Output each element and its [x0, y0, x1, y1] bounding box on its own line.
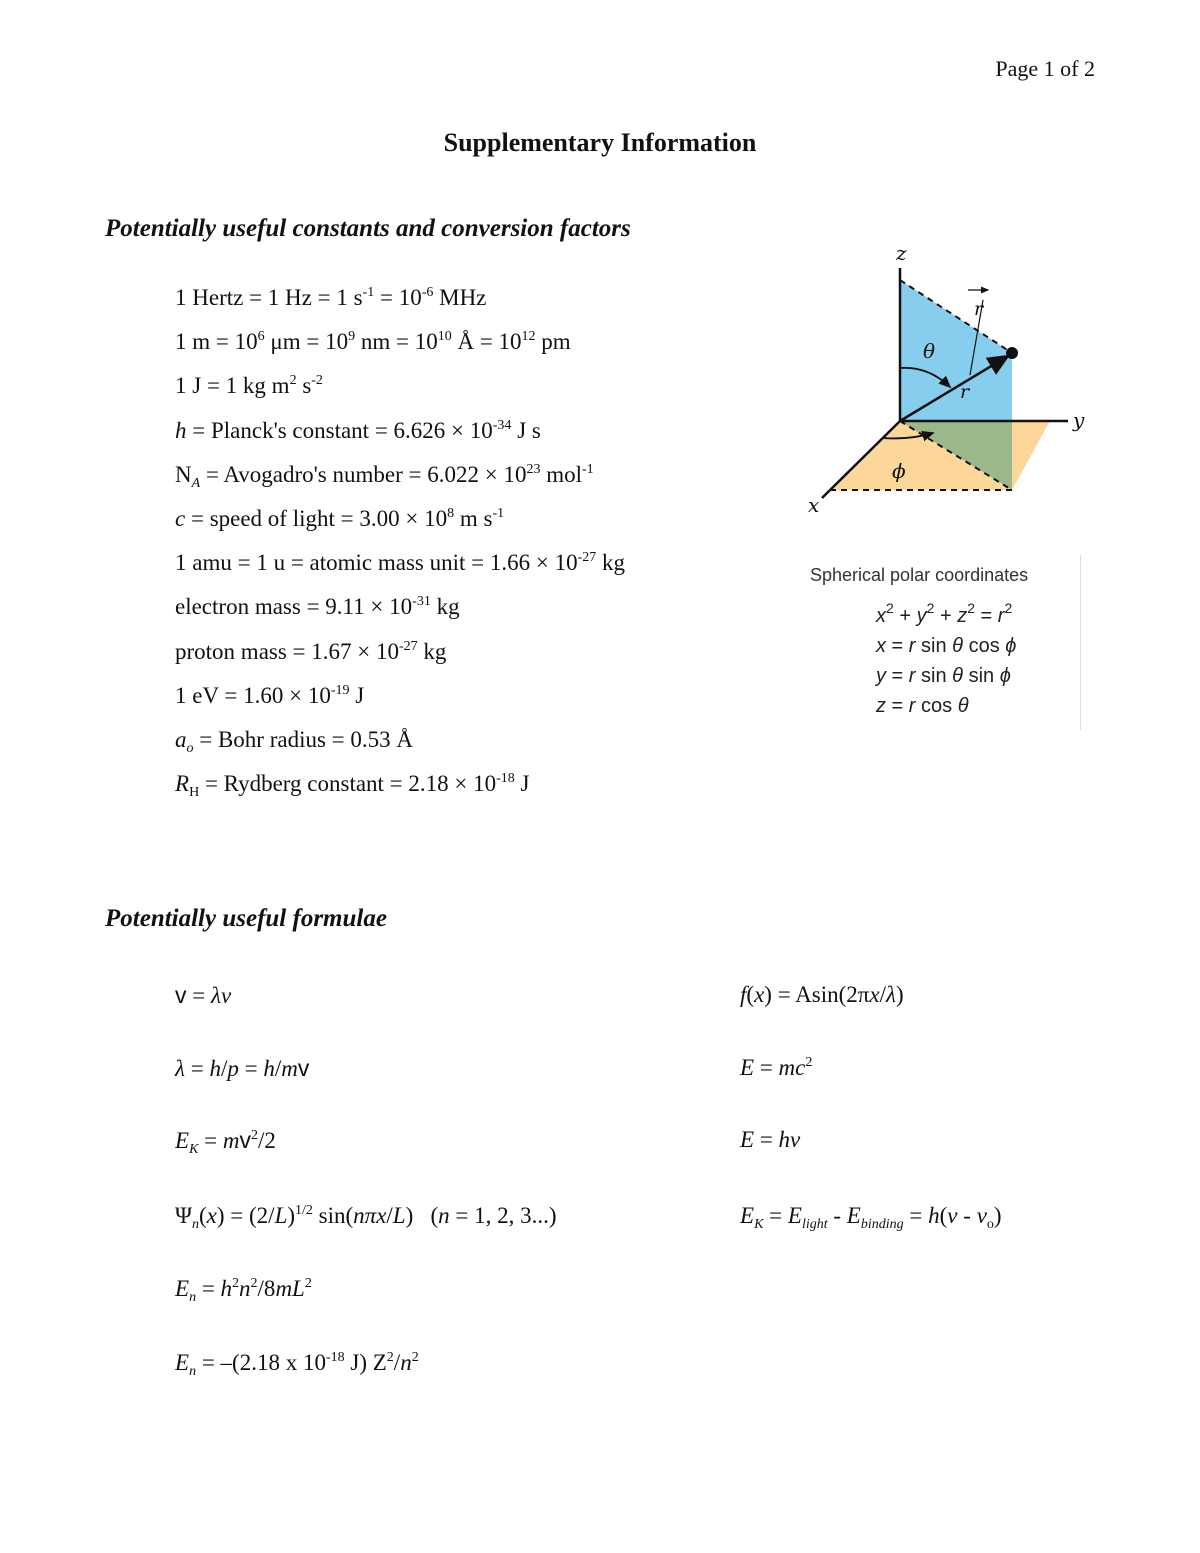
atomic-mass-unit: 1 amu = 1 u = atomic mass unit = $1.66 \times 10^{-27}$ kg — [175, 550, 626, 576]
speed-of-light: c = speed of light = $3.00 \times 10^8$ m $s^{-1}$ — [175, 505, 505, 531]
equation-r-squared: $x^2 + y^2 + z^2 = r^2$ — [876, 600, 1013, 627]
formula-wave-function: f(x) = Asin(2πx/λ) — [740, 982, 904, 1007]
constants-heading: Potentially useful constants and conversion factors — [105, 215, 631, 242]
z-axis-label: z — [896, 241, 907, 265]
theta-label: θ — [923, 339, 936, 363]
formula-photoelectric: $E_K = E_{light} - E_{binding} = h(\nu - \nu_o)$ — [740, 1203, 1002, 1232]
page-number: Page 1 of 2 — [995, 56, 1095, 81]
planck-constant: h = Planck's constant = $6.626 \times 10^{-34}$ J s — [175, 417, 541, 443]
coordinate-equations-box — [806, 555, 1081, 730]
hertz-conversion: 1 Hertz = 1 Hz = 1 $s^{-1} = 10^{-6}$ MHz — [175, 285, 487, 310]
formulae-heading: Potentially useful formulae — [105, 905, 387, 932]
x-axis-label: x — [808, 493, 820, 517]
avogadro-number: $N_A$ = Avogadro's number = $6.022 \times 10^{23}$ mol$^{-1}$ — [175, 461, 594, 491]
equation-y: y = r sin θ sin ϕ — [876, 665, 1011, 687]
formula-wavefunction: $\Psi_n(x) = (2/L)^{1/2}$ sin(nπx/L) (n = 1, 2, 3...) — [175, 1203, 557, 1232]
formula-photon-energy: E = hν — [740, 1127, 801, 1152]
vector-r-label: r — [974, 298, 984, 320]
equation-z: z = r cos θ — [876, 695, 969, 717]
rydberg-constant: $R_H$ = Rydberg constant = $2.18 \times 10^{-18}$ J — [175, 771, 530, 801]
constants-list — [175, 280, 625, 810]
point-marker — [1006, 347, 1018, 359]
formula-kinetic-energy: $E_K = mv^2/2$ — [175, 1127, 276, 1157]
joule-conversion: 1 J = 1 kg $m^2$ $s^{-2}$ — [175, 373, 323, 399]
phi-label: ϕ — [892, 459, 906, 483]
r-label: r — [960, 381, 970, 403]
formula-de-broglie: λ = h/p = h/mv — [175, 1055, 310, 1081]
formula-hydrogen-energy: $E_n = -(2.18$ x $10^{-18}$ J) $Z^2/n^2$ — [175, 1350, 419, 1379]
formula-particle-box-energy: $E_n = h^2n^2/8mL^2$ — [175, 1276, 312, 1305]
spherical-coordinates-figure — [800, 240, 1100, 540]
figure-caption: Spherical polar coordinates — [810, 565, 1029, 585]
formula-mass-energy: $E = mc^2$ — [740, 1055, 813, 1080]
proton-mass: proton mass = $1.67 \times 10^{-27}$ kg — [175, 638, 447, 664]
bohr-radius: $a_o$ = Bohr radius = 0.53 Å — [175, 726, 414, 756]
y-axis-label: y — [1073, 408, 1085, 432]
electron-volt: 1 eV = $1.60 \times 10^{-19}$ J — [175, 682, 365, 708]
electron-mass: electron mass = $9.11 \times 10^{-31}$ kg — [175, 594, 460, 620]
equation-x: x = r sin θ cos ϕ — [876, 635, 1017, 657]
length-conversion: 1 $m = 10^6$ $\mu m = 10^9$ nm = $10^{10}$ Å = $10^{12}$ pm — [175, 329, 571, 355]
page-title: Supplementary Information — [443, 128, 757, 157]
formula-wave-velocity: v = λν — [175, 982, 232, 1008]
